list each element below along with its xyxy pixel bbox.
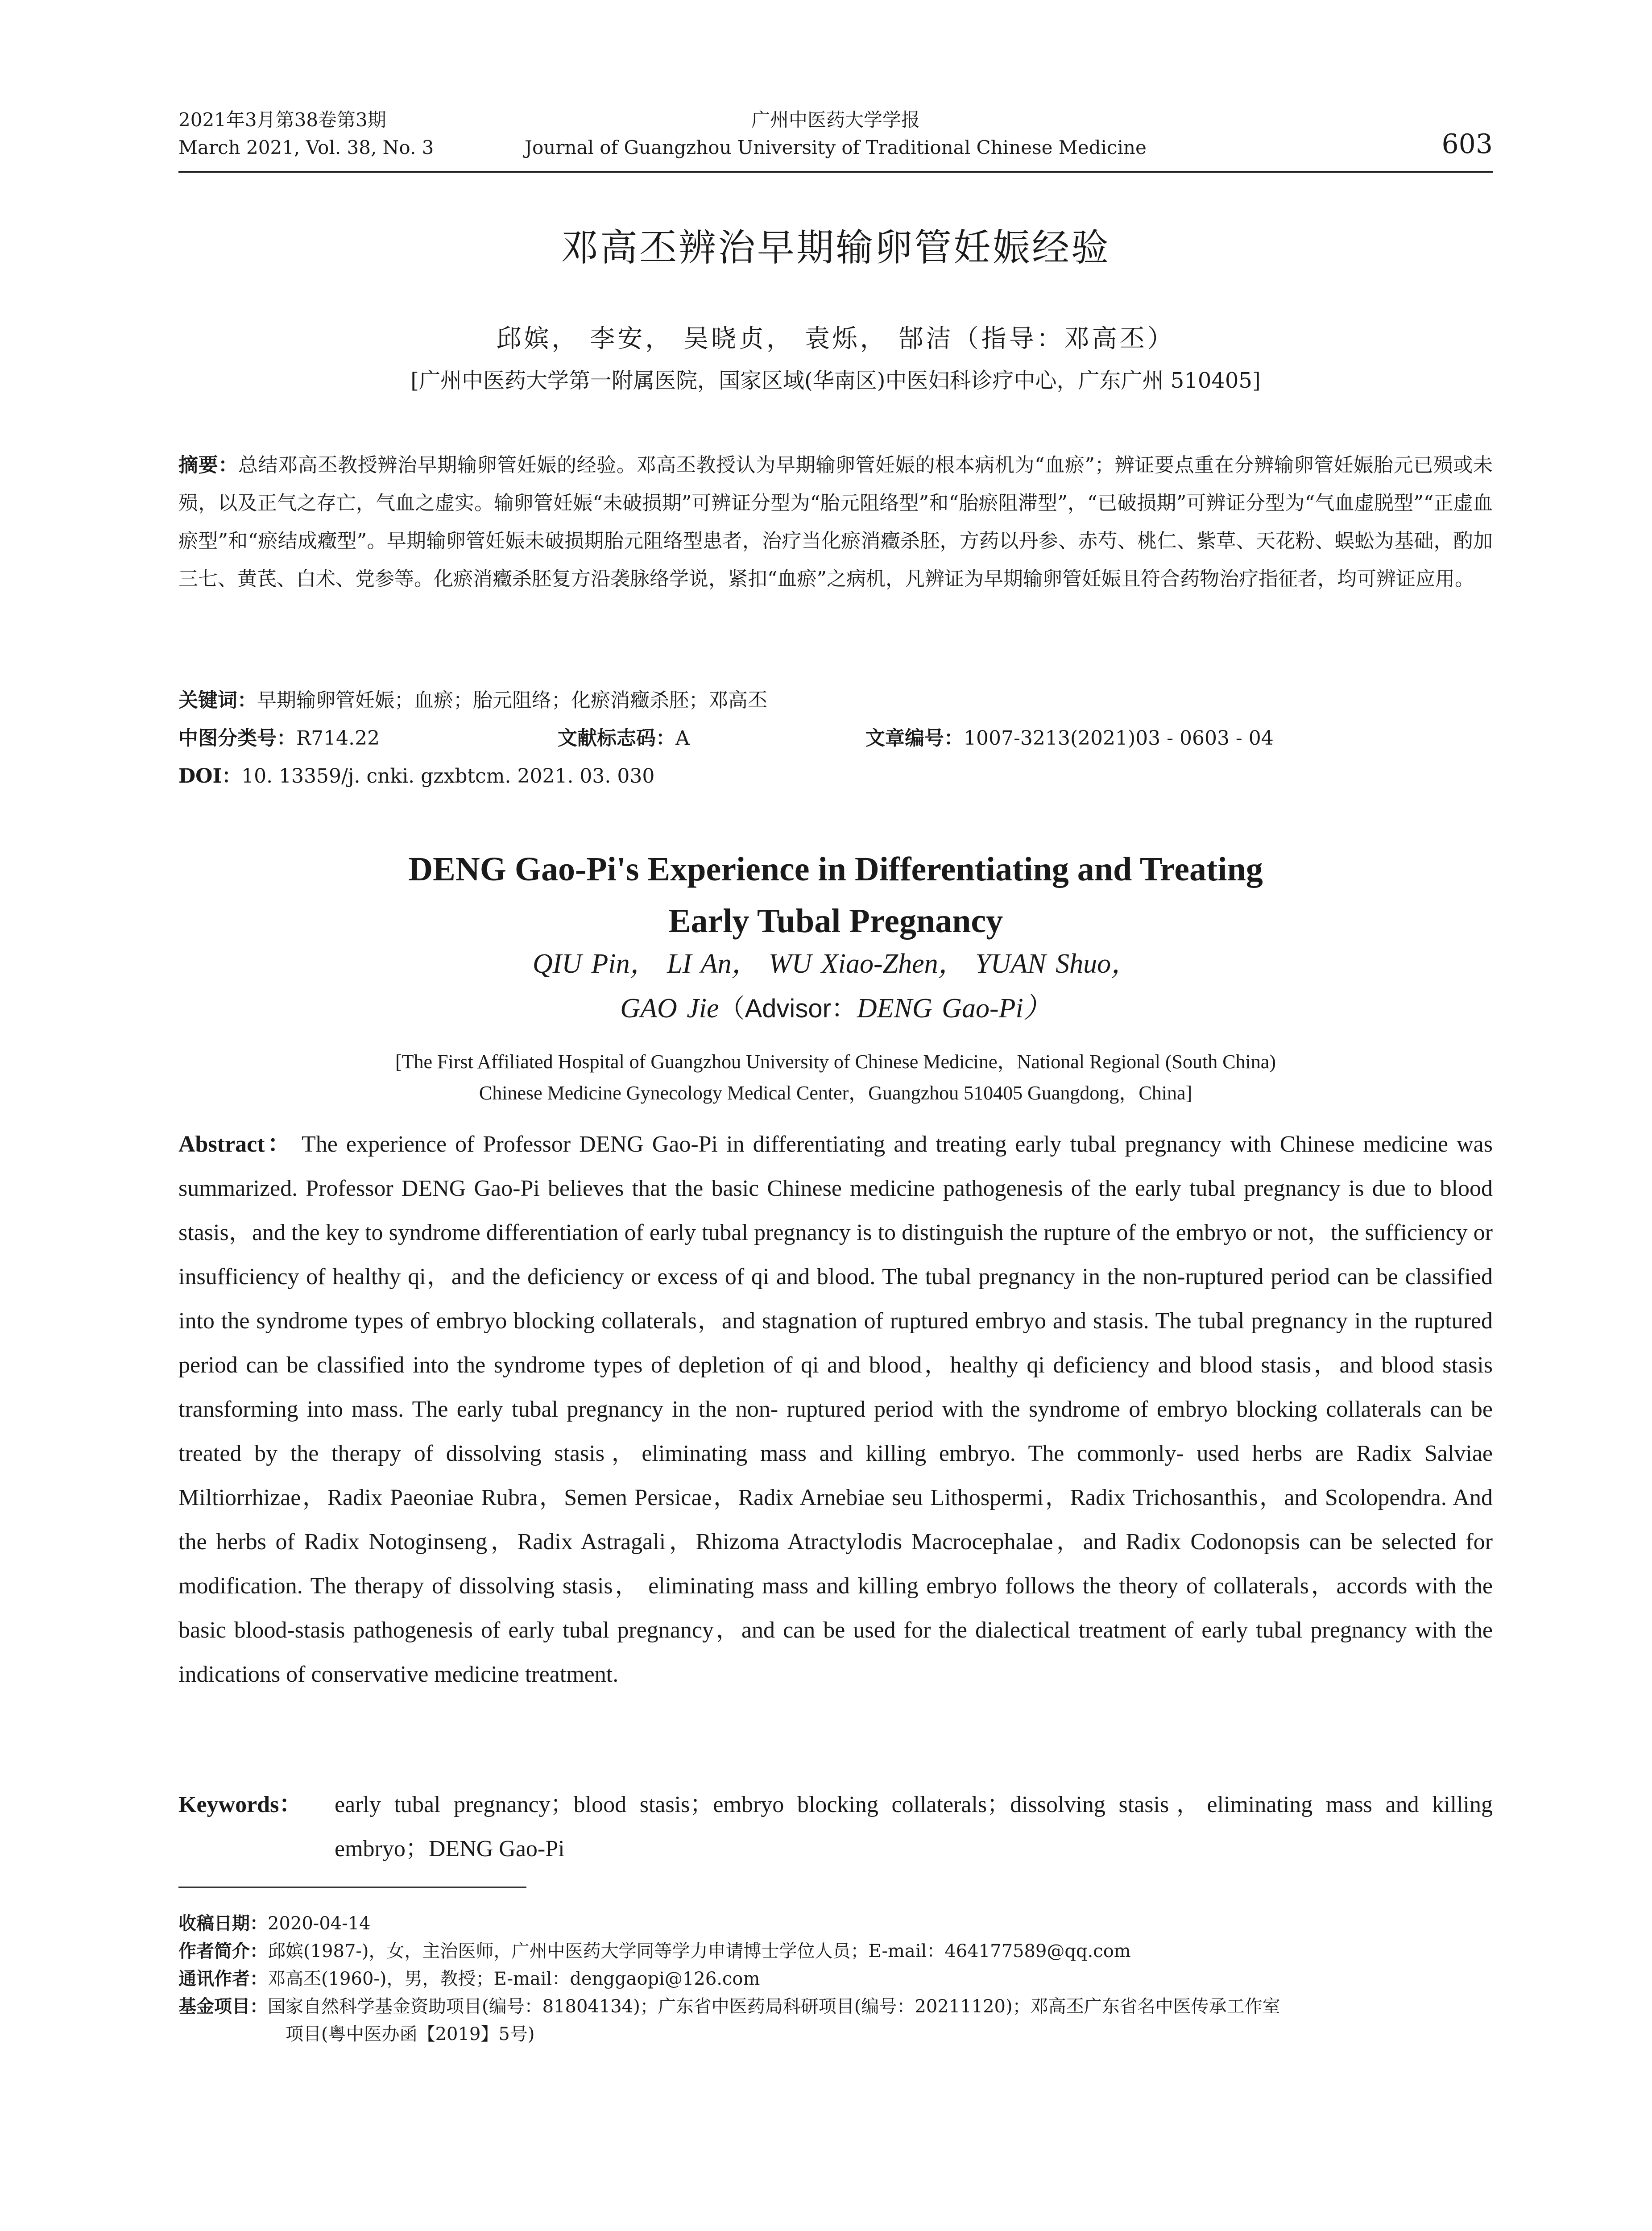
affiliation-en-line1: [The First Affiliated Hospital of Guangzhou University of Chinese Medicine，National Regional (South China) (395, 1051, 1276, 1073)
authors-en-line2 (178, 986, 1493, 1031)
fund-value-line1: 国家自然科学基金资助项目(编号：81804134)；广东省中医药局科研项目(编号：20211120)；邓高丕广东省名中医传承工作室 (268, 1996, 1280, 2017)
fund-label: 基金项目： (178, 1996, 268, 2017)
doi (178, 759, 654, 794)
keywords-en-label: Keywords： (178, 1792, 302, 1817)
doi-value: 10. 13359/j. cnki. gzxbtcm. 2021. 03. 030 (241, 765, 655, 788)
running-header (178, 102, 1493, 173)
keywords-cn-text: 早期输卵管妊娠；血瘀；胎元阻络；化瘀消癥杀胚；邓高丕 (257, 689, 767, 712)
advisor-name-en: DENG Gao-Pi） (857, 993, 1051, 1024)
article-id (865, 721, 1274, 756)
title-en-line2: Early Tubal Pregnancy (668, 902, 1003, 940)
keywords-cn-label: 关键词： (178, 689, 257, 712)
keywords-cn (178, 683, 1493, 718)
affiliation-en (178, 1046, 1493, 1109)
journal-page (178, 0, 1493, 2231)
footnote-author (178, 1937, 1493, 1965)
abstract-cn-text: 总结邓高丕教授辨治早期输卵管妊娠的经验。邓高丕教授认为早期输卵管妊娠的根本病机为“血瘀”；辨证要点重在分辨输卵管妊娠胎元已殒或未殒，以及正气之存亡，气血之虚实。输卵管妊娠“未破损期”可辨证分型为“胎元阻络型”和“胎瘀阻滞型”，“已破损期”可辨证分型为“气血虚脱型”“正虚血瘀型”和“瘀结成癥型”。早期输卵管妊娠未破损期胎元阻络型患者，治疗当化瘀消癥杀胚，方药以丹参、赤芍、桃仁、紫草、天花粉、蜈蚣为基础，酌加三七、黄芪、白术、党参等。化瘀消癥杀胚复方沿袭脉络学说，紧扣“血瘀”之病机，凡辨证为早期输卵管妊娠且符合药物治疗指征者，均可辨证应用。 (178, 454, 1493, 590)
article-title-cn: 邓高丕辨治早期输卵管妊娠经验 (560, 226, 1110, 270)
footnotes (178, 1910, 1493, 2048)
author-value: 邱嫔(1987-)，女，主治医师，广州中医药大学同等学力申请博士学位人员；E-mail：464177589@qq.com (268, 1941, 1131, 1961)
doc-value: A (675, 727, 690, 750)
classification-row (178, 721, 1493, 756)
abstract-en (178, 1122, 1493, 1696)
journal-name (178, 106, 1493, 162)
abstract-cn (178, 446, 1493, 598)
corr-label: 通讯作者： (178, 1969, 268, 1989)
issue-date-en: March 2021, Vol. 38, No. 3 (178, 137, 434, 158)
corr-value: 邓高丕(1960-)，男，教授；E-mail：denggaopi@126.com (268, 1969, 760, 1989)
affiliation-en-line2: Chinese Medicine Gynecology Medical Center，Guangzhou 510405 Guangdong，China] (479, 1082, 1192, 1104)
document-code (558, 721, 690, 756)
received-label: 收稿日期： (178, 1913, 268, 1934)
affiliation-cn: [广州中医药大学第一附属医院，国家区域(华南区)中医妇科诊疗中心，广东广州 510405] (410, 368, 1261, 393)
doc-label: 文献标志码： (558, 727, 675, 750)
author-gao-jie: GAO Jie (620, 993, 719, 1024)
advisor-label-en: （Advisor： (719, 994, 857, 1023)
header-rule (178, 171, 1493, 173)
authors-en-line1: QIU Pin， LI An， WU Xiao-Zhen， YUAN Shuo， (532, 949, 1139, 979)
footnote-received (178, 1910, 1493, 1937)
page-number: 603 (1441, 129, 1493, 160)
author-label: 作者简介： (178, 1941, 268, 1961)
clc-label: 中图分类号： (178, 727, 296, 750)
keywords-en-text: early tubal pregnancy；blood stasis；embryo blocking collaterals；dissolving stasis，eliminating mass and killing embryo；DENG Gao-Pi (335, 1792, 1493, 1862)
abstract-en-label: Abstract： (178, 1132, 294, 1157)
footnote-rule (178, 1887, 526, 1888)
footnote-corresponding (178, 1965, 1493, 1993)
fund-value-line2: 项目(粤中医办函【2019】5号) (286, 2024, 535, 2044)
article-title-en (178, 843, 1493, 947)
title-en-line1: DENG Gao-Pi's Experience in Differentiating and Treating (408, 850, 1263, 888)
authors-en (178, 941, 1493, 1031)
authors-cn (178, 321, 1493, 357)
journal-name-cn: 广州中医药大学学报 (751, 109, 920, 131)
abstract-en-text: The experience of Professor DENG Gao-Pi in differentiating and treating early tubal pregnancy with Chinese medicine was summarized. Professor DENG Gao-Pi believes that the basic Chinese medicine pathogenesis of the early tubal pregnancy is due to blood stasis，and the key to syndrome differentiation of early tubal pregnancy is to distinguish the rupture of the embryo or not，the sufficiency or insufficiency of healthy qi，and the deficiency or excess of qi and blood. The tubal pregnancy in the non-ruptured period can be classified into the syndrome types of embryo blocking collaterals，and stagnation of ruptured embryo and stasis. The tubal pregnancy in the ruptured period can be classified into the syndrome types of depletion of qi and blood，healthy qi deficiency and blood stasis，and blood stasis transforming into mass. The early tubal pregnancy in the non- ruptured period with the syndrome of embryo blocking collaterals can be treated by the therapy of dissolving stasis，eliminating mass and killing embryo. The commonly- used herbs are Radix Salviae Miltiorrhizae，Radix Paeoniae Rubra，Semen Persicae，Radix Arnebiae seu Lithospermi，Radix Trichosanthis，and Scolopendra. And the herbs of Radix Notoginseng，Radix Astragali，Rhizoma Atractylodis Macrocephalae，and Radix Codonopsis can be selected for modification. The therapy of dissolving stasis， eliminating mass and killing embryo follows the theory of collaterals，accords with the basic blood-stasis pathogenesis of early tubal pregnancy，and can be used for the dialectical treatment of early tubal pregnancy with the indications of conservative medicine treatment. (178, 1132, 1493, 1687)
article-label: 文章编号： (865, 727, 964, 750)
article-value: 1007-3213(2021)03 - 0603 - 04 (964, 727, 1274, 750)
clc-value: R714.22 (296, 727, 380, 750)
author-names-cn: 邱嫔， 李安， 吴晓贞， 袁烁， 郜洁 (496, 324, 954, 353)
doi-label: DOI： (178, 765, 242, 788)
clc-number (178, 721, 380, 756)
keywords-en (178, 1783, 1493, 1871)
advisor-cn: （指导：邓高丕） (953, 324, 1175, 353)
issue-date-cn: 2021年3月第38卷第3期 (178, 109, 386, 131)
footnote-funding (178, 1993, 1493, 2048)
abstract-cn-label: 摘要： (178, 454, 238, 477)
journal-name-en: Journal of Guangzhou University of Traditional Chinese Medicine (525, 137, 1147, 158)
received-value: 2020-04-14 (268, 1913, 371, 1934)
